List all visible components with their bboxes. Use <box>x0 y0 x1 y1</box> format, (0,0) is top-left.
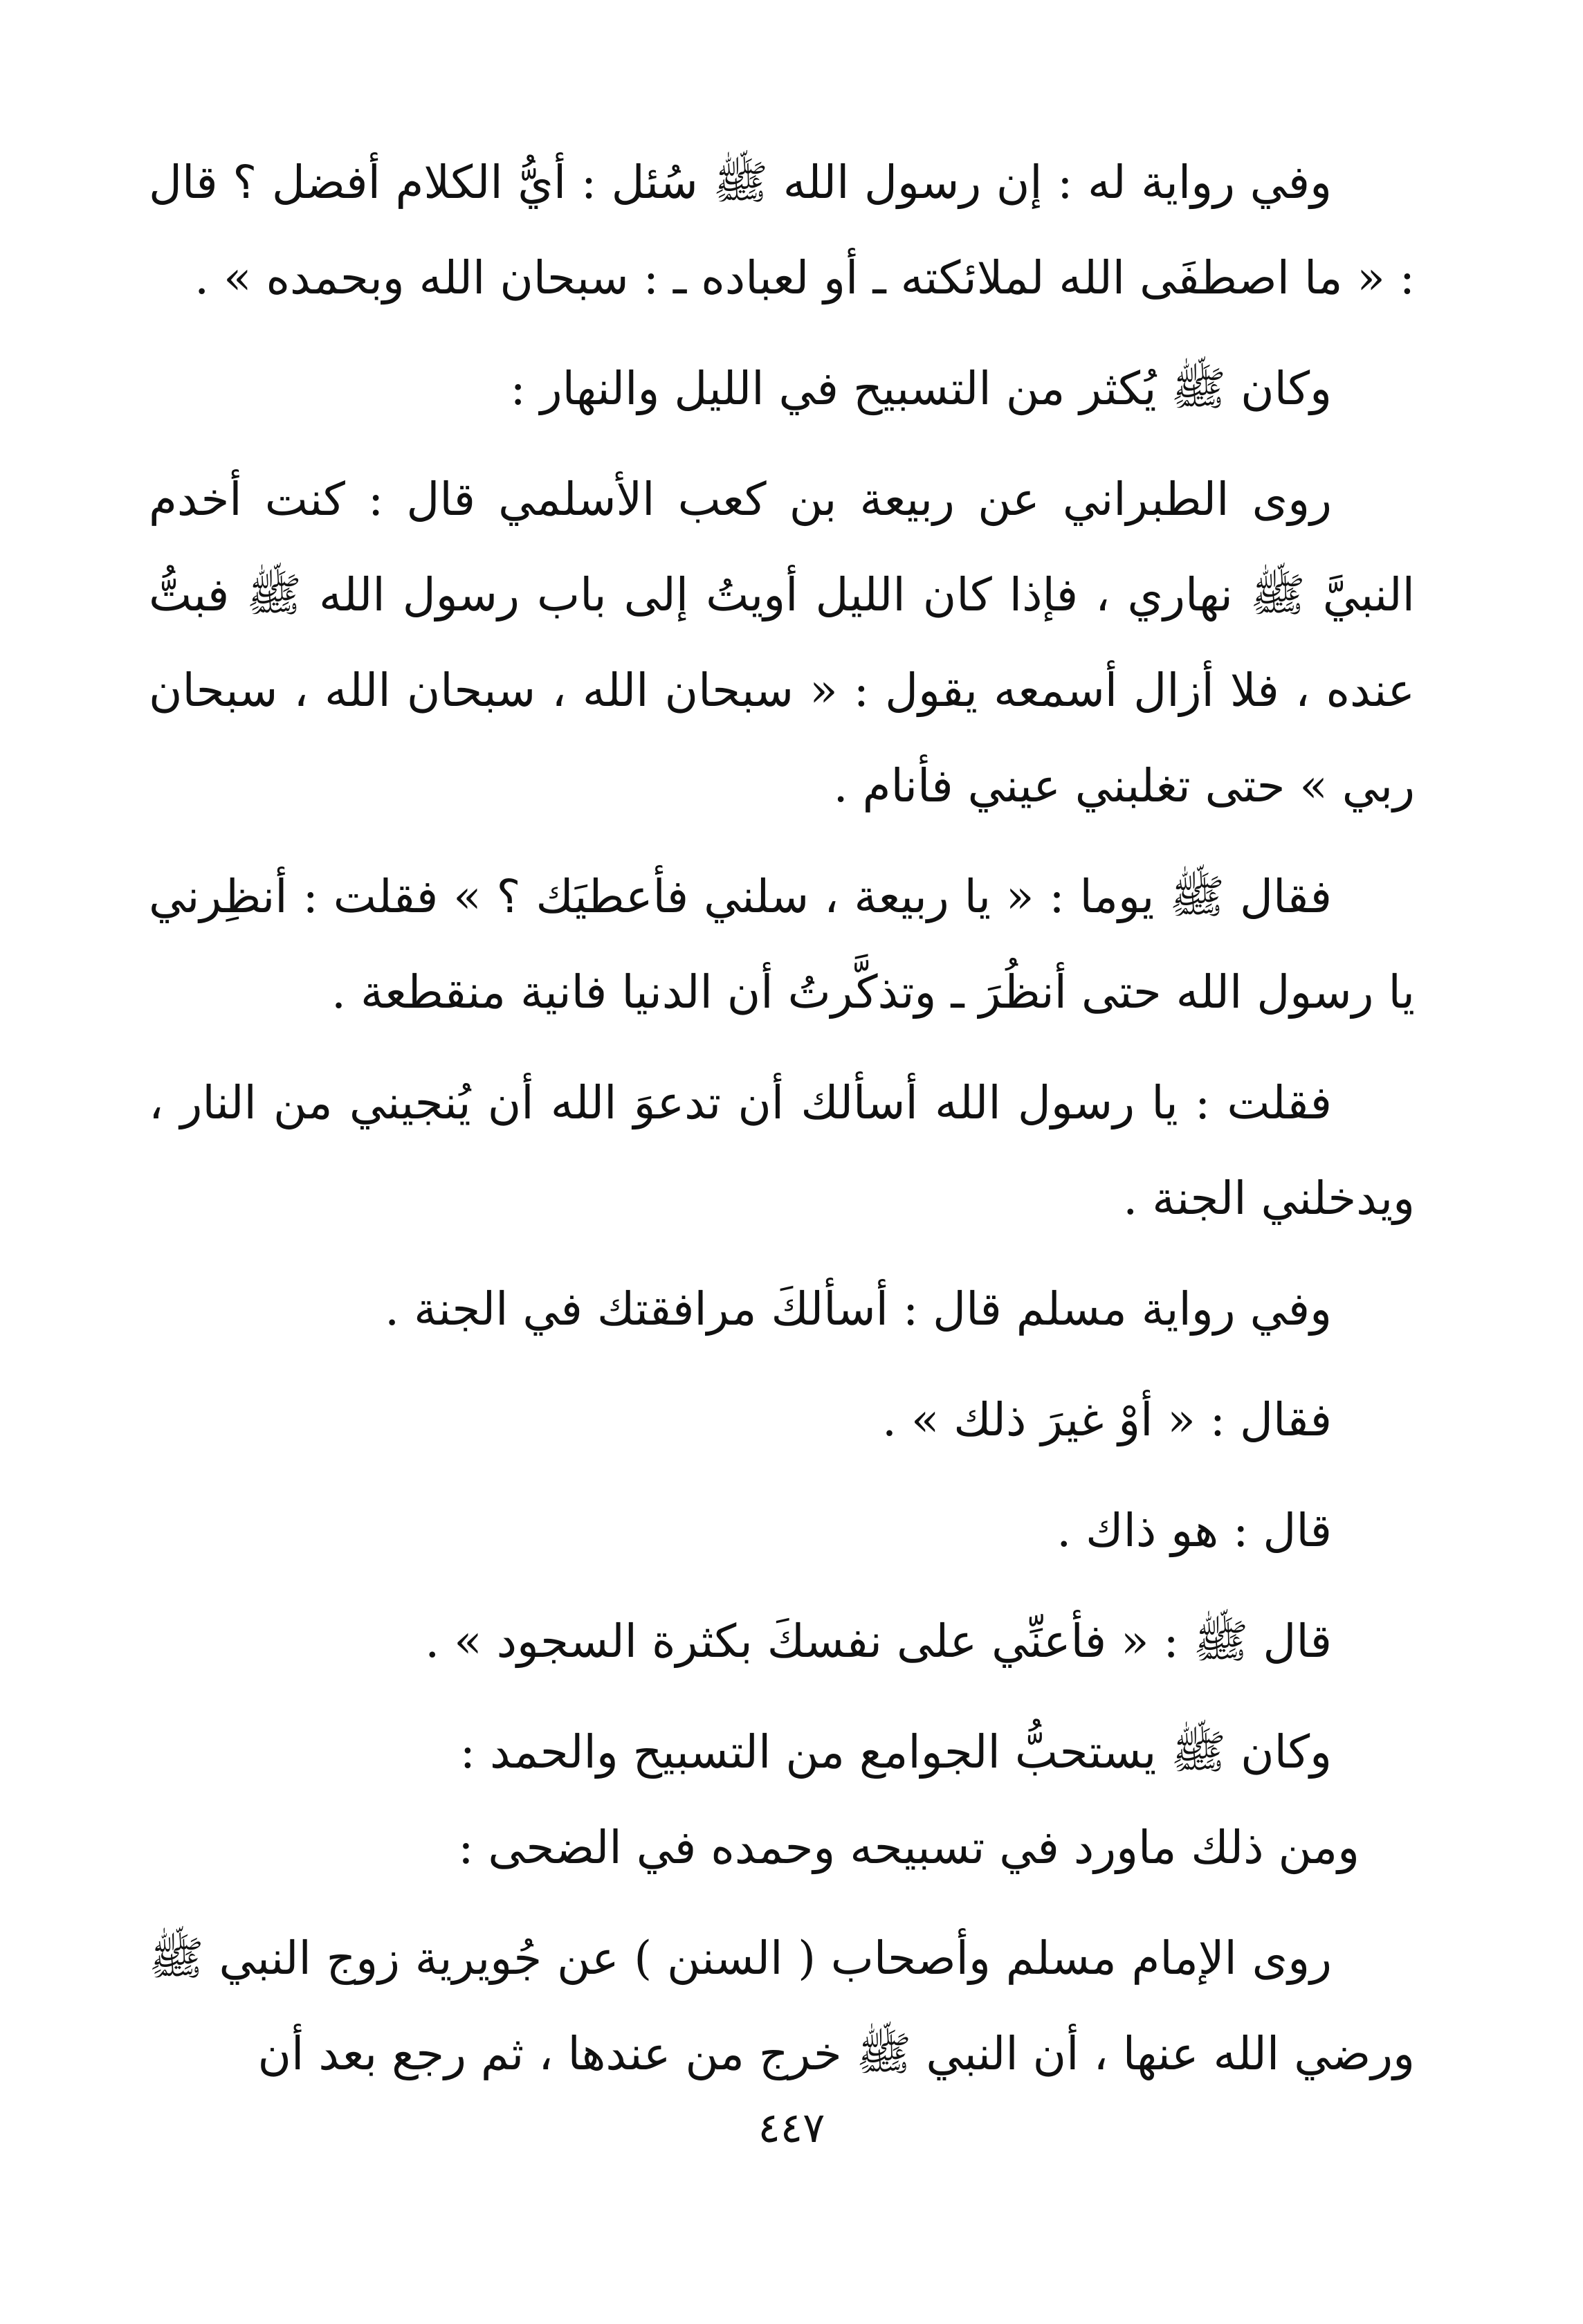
paragraph-11: ومن ذلك ماورد في تسبيحه وحمده في الضحى : <box>458 1821 1360 1874</box>
paragraph-9: قال ﷺ : « فأعنِّي على نفسكَ بكثرة السجود » . <box>425 1615 1332 1668</box>
paragraph-12: روى الإمام مسلم وأصحاب ( السنن ) عن جُويرية زوج النبي ﷺ ورضي الله عنها ، أن النبي ﷺ خرج من عندها ، ثم رجع بعد أن <box>149 1932 1415 2080</box>
paragraph-5: فقلت : يا رسول الله أسألك أن تدعوَ الله أن يُنجيني من النار ، ويدخلني الجنة . <box>149 1076 1415 1225</box>
paragraph-7: فقال : « أوْ غيرَ ذلك » . <box>881 1393 1332 1446</box>
paragraph-4: فقال ﷺ يوما : « يا ربيعة ، سلني فأعطيَك ؟ » فقلت : أنظِرني يا رسول الله حتى أنظُرَ ـ وتذكَّرتُ أن الدنيا فانية منقطعة . <box>149 870 1415 1019</box>
paragraph-3: روى الطبراني عن ربيعة بن كعب الأسلمي قال : كنت أخدم النبيَّ ﷺ نهاري ، فإذا كان الليل أويتُ إلى باب رسول الله ﷺ فبتُّ عنده ، فلا أزال أسمعه يقول : « سبحان الله ، سبحان الله ، سبحان ربي » حتى تغلبني عيني فأنام . <box>149 473 1415 813</box>
paragraph-6: وفي رواية مسلم قال : أسألكَ مرافقتك في الجنة . <box>385 1282 1332 1336</box>
paragraph-10: وكان ﷺ يستحبُّ الجوامع من التسبيح والحمد : <box>459 1725 1332 1779</box>
body-text <box>149 135 1415 2102</box>
paragraph-2: وكان ﷺ يُكثر من التسبيح في الليل والنهار : <box>510 362 1332 415</box>
paragraph-1: وفي رواية له : إن رسول الله ﷺ سُئل : أيُّ الكلام أفضل ؟ قال : « ما اصطفَى الله لملائكته ـ أو لعباده ـ : سبحان الله وبحمده » . <box>149 156 1415 305</box>
paragraph-8: قال : هو ذاك . <box>1056 1504 1332 1557</box>
page-number: ٤٤٧ <box>758 2104 825 2152</box>
